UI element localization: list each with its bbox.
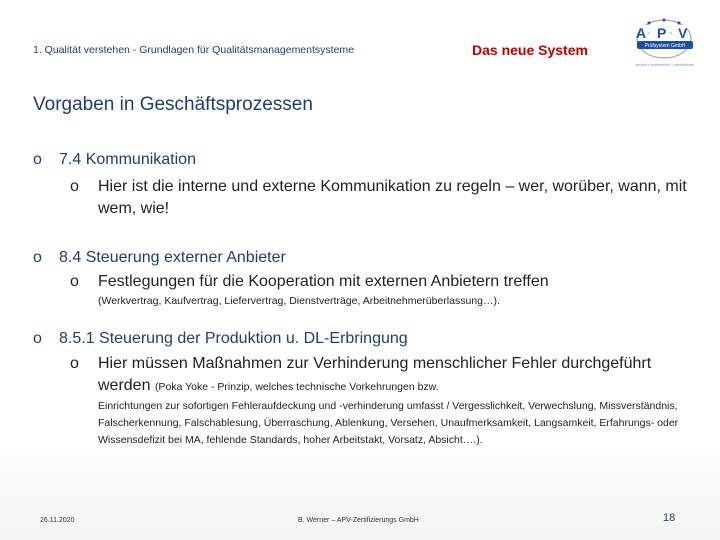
sub-item-text: Festlegungen für die Kooperation mit externen Anbietern treffen [98, 273, 549, 290]
svg-text:V: V [678, 25, 688, 41]
sub-item-text: Hier müssen Maßnahmen zur Verhinderung menschlicher Fehler durchgeführt werden [98, 355, 652, 394]
company-logo [631, 12, 701, 70]
footer-date: 26.11.2020 [40, 517, 75, 524]
bullet: o [33, 151, 42, 168]
item-heading: 7.4 Kommunikation [59, 151, 196, 168]
list-item-produktion [33, 330, 408, 348]
sub-item [70, 271, 690, 293]
sub-item [70, 353, 690, 398]
item-heading: 8.4 Steuerung externer Anbieter [59, 249, 286, 266]
svg-text:A: A [636, 25, 647, 41]
svg-text:prüfen • verbessern • zertifiz: prüfen • verbessern • zertifizieren [635, 62, 695, 67]
list-item-kommunikation [33, 151, 196, 169]
bullet: o [33, 249, 42, 266]
svg-text:Prüfsystem GmbH: Prüfsystem GmbH [644, 43, 686, 49]
bullet: o [70, 355, 79, 372]
footer-author: B. Werner – APV-Zertifizierungs GmbH [298, 517, 419, 524]
svg-text:P: P [657, 25, 667, 41]
item-note: (Werkvertrag, Kaufvertrag, Liefervertrag, Dienstverträge, Arbeitnehmerüberlassung…). [98, 295, 500, 307]
item-heading: 8.5.1 Steuerung der Produktion u. DL-Erbringung [59, 330, 408, 347]
section-title: Das neue System [472, 42, 588, 58]
page-number: 18 [663, 512, 676, 524]
page-title: Vorgaben in Geschäftsprozessen [33, 94, 313, 115]
sub-item-text: Hier ist die interne und externe Kommunikation zu regeln – wer, worüber, wann, mit wem, wie! [98, 178, 687, 217]
bullet: o [70, 178, 79, 195]
item-note: Einrichtungen zur sofortigen Fehleraufdeckung und -verhinderung umfasst / Vergesslichkeit, Verwechslung, Missverständnis, Falscherkennung, Falschablesung, Überraschung, Ablenkung, Versehen, Unaufmerksamkeit, Langsamkeit, Erfahrungs- oder Wissensdefizit bei MA, fehlende Standards, hoher Arbeitstakt, Vorsatz, Absicht….). [98, 400, 679, 446]
list-item-anbieter [33, 249, 286, 267]
svg-text:-: - [647, 28, 651, 39]
breadcrumb: 1. Qualität verstehen - Grundlagen für Qualitätsmanagementsysteme [33, 44, 354, 56]
bullet: o [70, 273, 79, 290]
bullet: o [33, 330, 42, 347]
sub-item-note: (Poka Yoke - Prinzip, welches technische Vorkehrungen bzw. [154, 381, 439, 393]
sub-item [70, 176, 690, 220]
svg-text:-: - [669, 28, 673, 39]
